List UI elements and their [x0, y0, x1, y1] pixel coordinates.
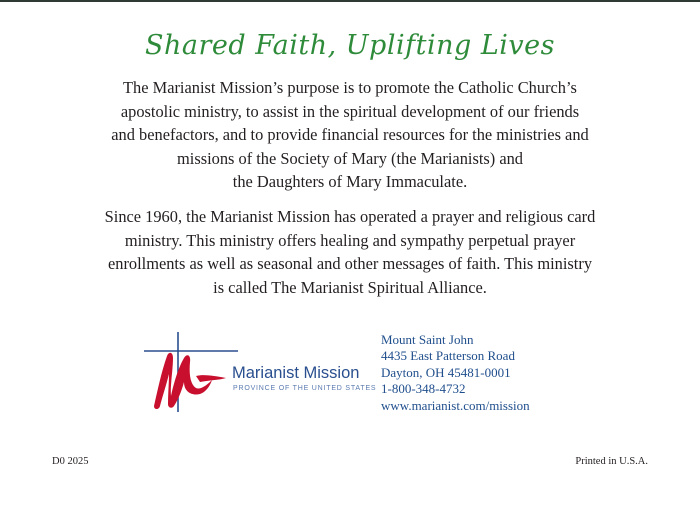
paragraph-line: The Marianist Mission’s purpose is to promote the Catholic Church’s: [123, 78, 577, 97]
paragraph-line: ministry. This ministry offers healing and sympathy perpetual prayer: [124, 230, 576, 250]
address-line: 4435 East Patterson Road: [381, 348, 515, 364]
purpose-paragraph: [80, 76, 620, 194]
paragraph-line: is called The Marianist Spiritual Alliance.: [213, 277, 487, 297]
address-line: Dayton, OH 45481-0001: [381, 364, 511, 380]
paragraph-line: and benefactors, and to provide financial resources for the ministries and: [111, 125, 589, 144]
phone-number: 1-800-348-4732: [381, 381, 466, 397]
printed-note: Printed in U.S.A.: [575, 456, 648, 467]
logo-subtitle: PROVINCE OF THE UNITED STATES: [233, 385, 377, 392]
address-line: Mount Saint John: [381, 332, 474, 347]
paragraph-line: the Daughters of Mary Immaculate.: [232, 172, 468, 191]
top-border: [0, 0, 700, 2]
logo-name: Marianist Mission: [232, 364, 360, 382]
card-code: D0 2025: [52, 456, 89, 467]
paragraph-line: missions of the Society of Mary (the Marianists) and: [177, 148, 523, 168]
contact-address: [381, 332, 530, 414]
card-title: Shared Faith, Uplifting Lives: [145, 30, 555, 61]
website-link[interactable]: www.marianist.com/mission: [381, 397, 530, 413]
logo-m-swash: [196, 375, 226, 382]
paragraph-line: Since 1960, the Marianist Mission has operated a prayer and religious card: [104, 207, 596, 226]
paragraph-line: apostolic ministry, to assist in the spiritual development of our friends: [120, 101, 580, 121]
ministry-paragraph: [80, 205, 620, 299]
paragraph-line: enrollments as well as seasonal and other messages of faith. This ministry: [107, 254, 593, 273]
